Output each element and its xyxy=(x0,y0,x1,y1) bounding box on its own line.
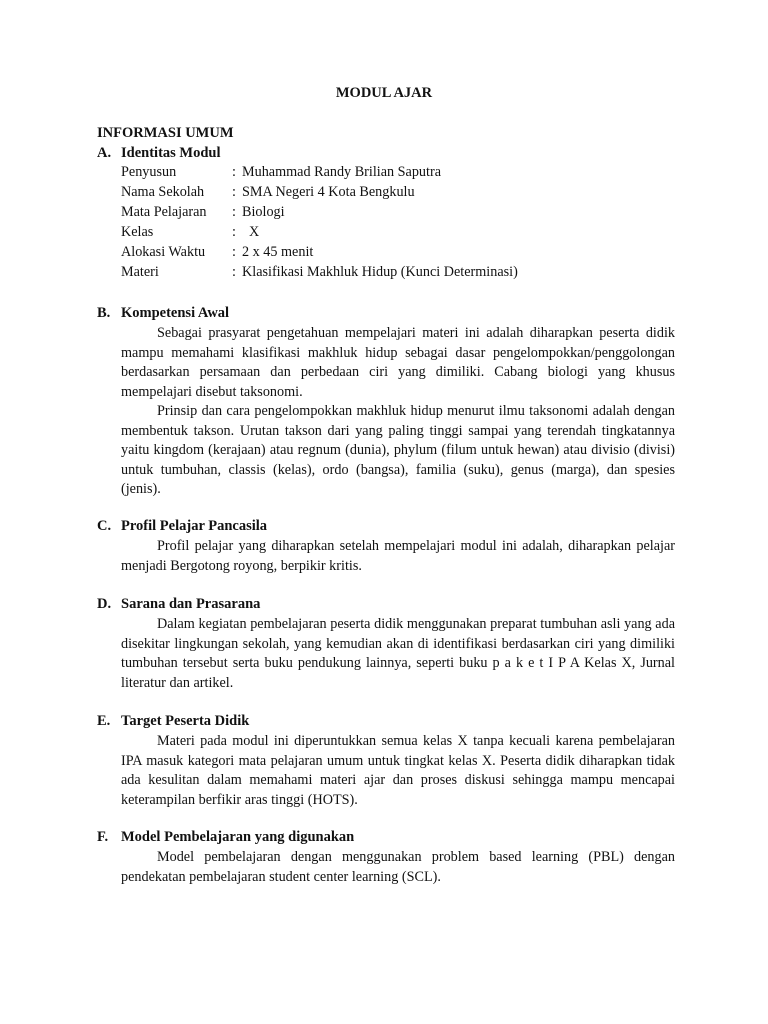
info-label: Mata Pelajaran xyxy=(121,204,207,220)
section-d-letter: D. xyxy=(97,596,112,612)
info-row-alokasi-waktu xyxy=(121,244,681,264)
info-colon: : xyxy=(232,164,236,180)
section-d-paragraph: Dalam kegiatan pembelajaran peserta didik menggunakan preparat tumbuhan asli yang ada disekitar lingkungan sekolah, yang kemudian akan di identifikasi berdasarkan ciri yang dimiliki tumbuhan tersebut serta buku pendukung lainnya, seperti buku p a k e t I P A Kelas X, Jurnal literatur dan artikel. xyxy=(121,616,675,691)
section-b-paragraph-2: Prinsip dan cara pengelompokkan makhluk hidup menurut ilmu taksonomi adalah dengan membentuk takson. Urutan takson dari yang paling tinggi sampai yang terendah tingkatannya yaitu kingdom (kerajaan) atau regnum (dunia), phylum (filum untuk hewan) atau divisio (divisi) untuk tumbuhan, classis (kelas), ordo (bangsa), familia (suku), genus (marga), dan spesies (jenis). xyxy=(121,403,675,497)
document-title: MODUL AJAR xyxy=(335,85,433,101)
info-row-mata-pelajaran xyxy=(121,204,681,224)
info-value: 2 x 45 menit xyxy=(242,244,314,260)
section-c-title: Profil Pelajar Pancasila xyxy=(121,518,268,534)
section-b-letter: B. xyxy=(97,305,111,321)
section-f-title: Model Pembelajaran yang digunakan xyxy=(121,829,355,845)
section-f-paragraph: Model pembelajaran dengan menggunakan problem based learning (PBL) dengan pendekatan pembelajaran student center learning (SCL). xyxy=(121,849,675,885)
section-e-title: Target Peserta Didik xyxy=(121,713,250,729)
section-e-paragraph: Materi pada modul ini diperuntukkan semua kelas X tanpa kecuali karena pembelajaran IPA masuk kategori mata pelajaran umum untuk tingkat kelas X. Peserta didik diharapkan tidak ada kesulitan dalam memahami materi ajar dan proses diskusi sehingga mampu mencapai keterampilan berfikir aras tinggi (HOTS). xyxy=(121,733,675,808)
info-row-nama-sekolah xyxy=(121,184,681,204)
section-a-letter: A. xyxy=(97,145,112,161)
info-value: Klasifikasi Makhluk Hidup (Kunci Determinasi) xyxy=(242,264,518,280)
info-row-penyusun xyxy=(121,164,681,184)
info-colon: : xyxy=(232,244,236,260)
info-label: Penyusun xyxy=(121,164,177,180)
info-row-kelas xyxy=(121,224,681,244)
section-b-paragraph-1: Sebagai prasyarat pengetahuan mempelajari materi ini adalah diharapkan peserta didik mampu memahami klasifikasi makhluk hidup sebagai dasar pengelompokkan/penggolongan berdasarkan persamaan dan perbedaan ciri yang dimiliki. Cabang biologi yang khusus mempelajari disebut taksonomi. xyxy=(121,325,675,400)
section-e-letter: E. xyxy=(97,713,111,729)
section-c-letter: C. xyxy=(97,518,112,534)
info-label: Nama Sekolah xyxy=(121,184,205,200)
info-colon: : xyxy=(232,224,236,240)
info-colon: : xyxy=(232,204,236,220)
info-label: Materi xyxy=(121,264,159,280)
section-b-title: Kompetensi Awal xyxy=(121,305,230,321)
section-heading: INFORMASI UMUM xyxy=(97,125,234,141)
info-label: Alokasi Waktu xyxy=(121,244,206,260)
section-d-title: Sarana dan Prasarana xyxy=(121,596,261,612)
info-value: Biologi xyxy=(242,204,285,220)
info-value: X xyxy=(249,224,260,240)
info-colon: : xyxy=(232,184,236,200)
info-row-materi xyxy=(121,264,681,284)
info-value: SMA Negeri 4 Kota Bengkulu xyxy=(242,184,415,200)
info-label: Kelas xyxy=(121,224,154,240)
section-a-title: Identitas Modul xyxy=(121,145,221,161)
section-c-paragraph: Profil pelajar yang diharapkan setelah mempelajari modul ini adalah, diharapkan pelajar menjadi Bergotong royong, berpikir kritis. xyxy=(121,538,675,574)
info-colon: : xyxy=(232,264,236,280)
section-f-letter: F. xyxy=(97,829,109,845)
info-value: Muhammad Randy Brilian Saputra xyxy=(242,164,441,180)
